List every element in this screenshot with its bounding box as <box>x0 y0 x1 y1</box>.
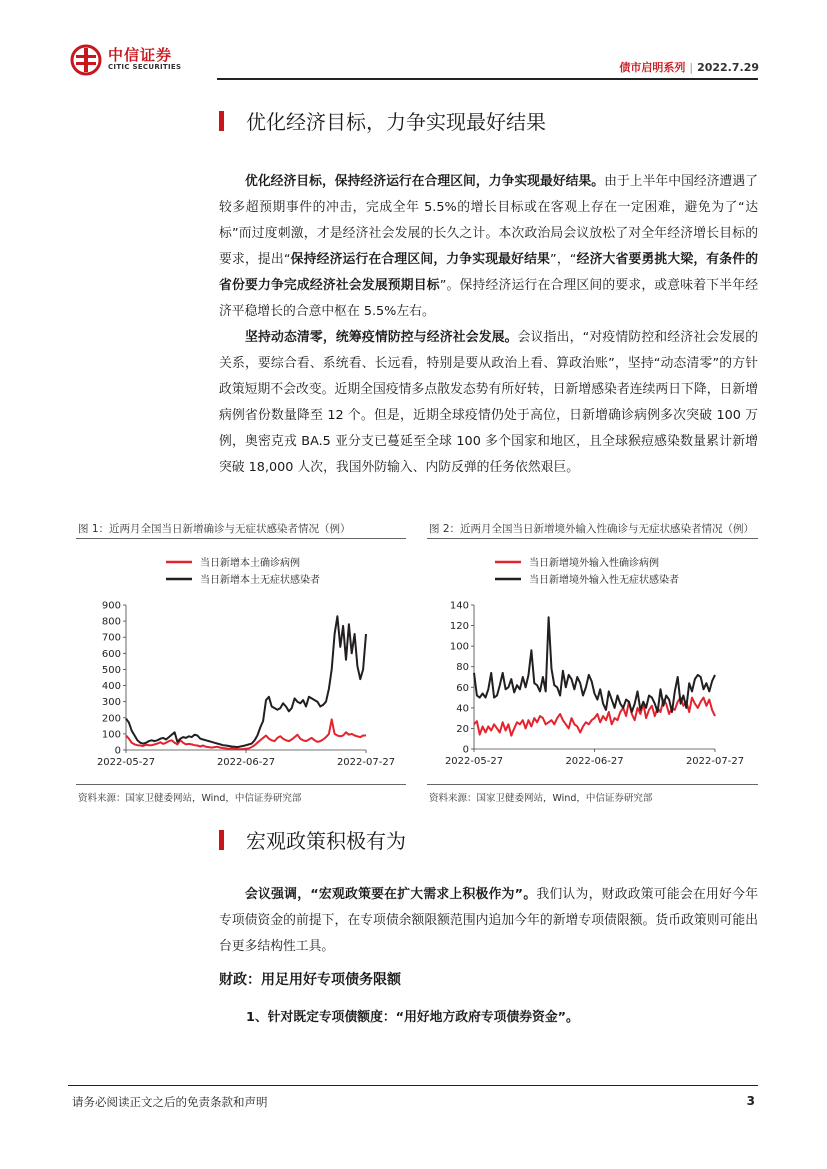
series-line-2 <box>474 617 715 712</box>
figure-title: 图 2：近两月全国当日新增境外输入性确诊与无症状感染者情况（例） <box>429 523 755 535</box>
footer-rule <box>68 1085 758 1086</box>
figure-source: 资料来源：国家卫健委网站，Wind，中信证券研究部 <box>78 793 302 804</box>
y-tick-label: 140 <box>449 600 469 612</box>
header-meta <box>619 59 759 75</box>
section-title: 优化经济目标，力争实现最好结果 <box>246 110 546 134</box>
para-text: ”。保持经济运行在合理区间的要求，或意味着下半年经济平稳增长的合意中枢在 5.5%左右。 <box>219 278 758 319</box>
figure-rule <box>76 538 406 539</box>
figure-source: 资料来源：国家卫健委网站，Wind，中信证券研究部 <box>429 793 653 804</box>
figure-title: 图 1：近两月全国当日新增确诊与无症状感染者情况（例） <box>78 523 351 535</box>
figure-rule <box>427 784 758 785</box>
y-tick-label: 400 <box>101 681 121 693</box>
company-logo <box>70 44 190 76</box>
y-tick-label: 0 <box>462 744 469 756</box>
y-tick-label: 800 <box>101 616 121 628</box>
y-tick-label: 120 <box>449 621 469 633</box>
legend-label: 当日新增本土确诊病例 <box>200 558 300 569</box>
legend-label: 当日新增境外输入性无症状感染者 <box>529 575 679 586</box>
chart-figure1 <box>76 545 406 780</box>
x-tick-label: 2022-07-27 <box>685 756 745 767</box>
y-tick-label: 20 <box>456 723 469 735</box>
paragraph <box>219 325 758 481</box>
chart-figure2 <box>427 545 758 780</box>
logo-chinese: 中信证券 <box>108 46 173 64</box>
paragraph <box>219 169 758 325</box>
y-tick-label: 300 <box>101 697 121 709</box>
page-number: 3 <box>746 1094 755 1108</box>
y-tick-label: 700 <box>101 632 121 644</box>
section-marker <box>219 111 224 131</box>
report-date: 2022.7.29 <box>697 61 759 74</box>
report-series: 债市启明系列 <box>619 61 686 74</box>
para-bold: 优化经济目标，保持经济运行在合理区间，力争实现最好结果。 <box>245 174 605 189</box>
figure-rule <box>427 538 758 539</box>
x-tick-label: 2022-05-27 <box>96 757 156 768</box>
x-tick-label: 2022-05-27 <box>444 756 504 767</box>
section-marker <box>219 830 224 850</box>
para-text: ”，“ <box>550 252 577 267</box>
y-tick-label: 80 <box>456 662 469 674</box>
footer-disclaimer: 请务必阅读正文之后的免责条款和声明 <box>72 1095 268 1109</box>
para-text: 我们认为，财政政策可能会在用好今年专项债资金的前提下，在专项债余额限额范围内追加今年的新增专项债限额。货币政策则可能出台更多结构性工具。 <box>219 887 758 954</box>
y-tick-label: 0 <box>114 745 121 757</box>
y-tick-label: 40 <box>456 703 469 715</box>
y-tick-label: 100 <box>101 729 121 741</box>
para-bold: 坚持动态清零，统筹疫情防控与经济社会发展。 <box>245 330 518 345</box>
figure-rule <box>76 784 406 785</box>
subheading: 财政：用足用好专项债务限额 <box>219 972 401 988</box>
para-bold: 经济大省要勇挑大梁，有条件的省份要力争完成经济社会发展预期目标 <box>219 252 758 293</box>
logo-english: CITIC SECURITIES <box>108 63 182 71</box>
header-rule <box>217 78 758 80</box>
x-tick-label: 2022-07-27 <box>336 757 396 768</box>
section-title: 宏观政策积极有为 <box>246 829 406 853</box>
x-tick-label: 2022-06-27 <box>565 756 624 767</box>
para-text: 会议指出，“对疫情防控和经济社会发展的关系，要综合看、系统看、长远看，特别是要从政治上看、算政治账”，坚持“动态清零”的方针政策短期不会改变。近期全国疫情多点散发态势有所好转，日新增感染者连续两日下降，日新增病例省份数量降至 12 个。但是，近期全球疫情仍处于高位，日新增确诊病例多次突破 100 万例，奥密克戎 BA.5 亚分支已蔓延至全球 100 多个国家和地区，且全球猴痘感染数量累计新增突破 18,000 人次，我国外防输入、内防反弹的任务依然艰巨。 <box>219 330 758 475</box>
y-tick-label: 600 <box>101 648 121 660</box>
list-item: 1、针对既定专项债额度：“用好地方政府专项债券资金”。 <box>246 1010 579 1025</box>
series-line-1 <box>474 698 715 736</box>
y-tick-label: 200 <box>101 713 121 725</box>
x-tick-label: 2022-06-27 <box>216 757 276 768</box>
y-tick-label: 60 <box>456 682 469 694</box>
y-tick-label: 500 <box>101 664 121 676</box>
y-tick-label: 900 <box>101 600 121 612</box>
para-bold: 会议强调，“宏观政策要在扩大需求上积极作为”。 <box>245 887 537 902</box>
y-tick-label: 100 <box>449 641 469 653</box>
paragraph <box>219 882 758 960</box>
legend-label: 当日新增境外输入性确诊病例 <box>529 558 659 569</box>
header-separator: | <box>689 61 694 74</box>
citic-emblem-icon <box>70 44 104 76</box>
legend-label: 当日新增本土无症状感染者 <box>200 575 320 586</box>
para-bold: 保持经济运行在合理区间，力争实现最好结果 <box>290 252 551 267</box>
para-text: 由于上半年中国经济遭遇了较多超预期事件的冲击，完成全年 5.5%的增长目标或在客观上存在一定困难，避免为了“达标”而过度刺激，才是经济社会发展的长久之计。本次政治局会议放松了对全年经济增长目标的要求，提出“ <box>219 174 759 267</box>
